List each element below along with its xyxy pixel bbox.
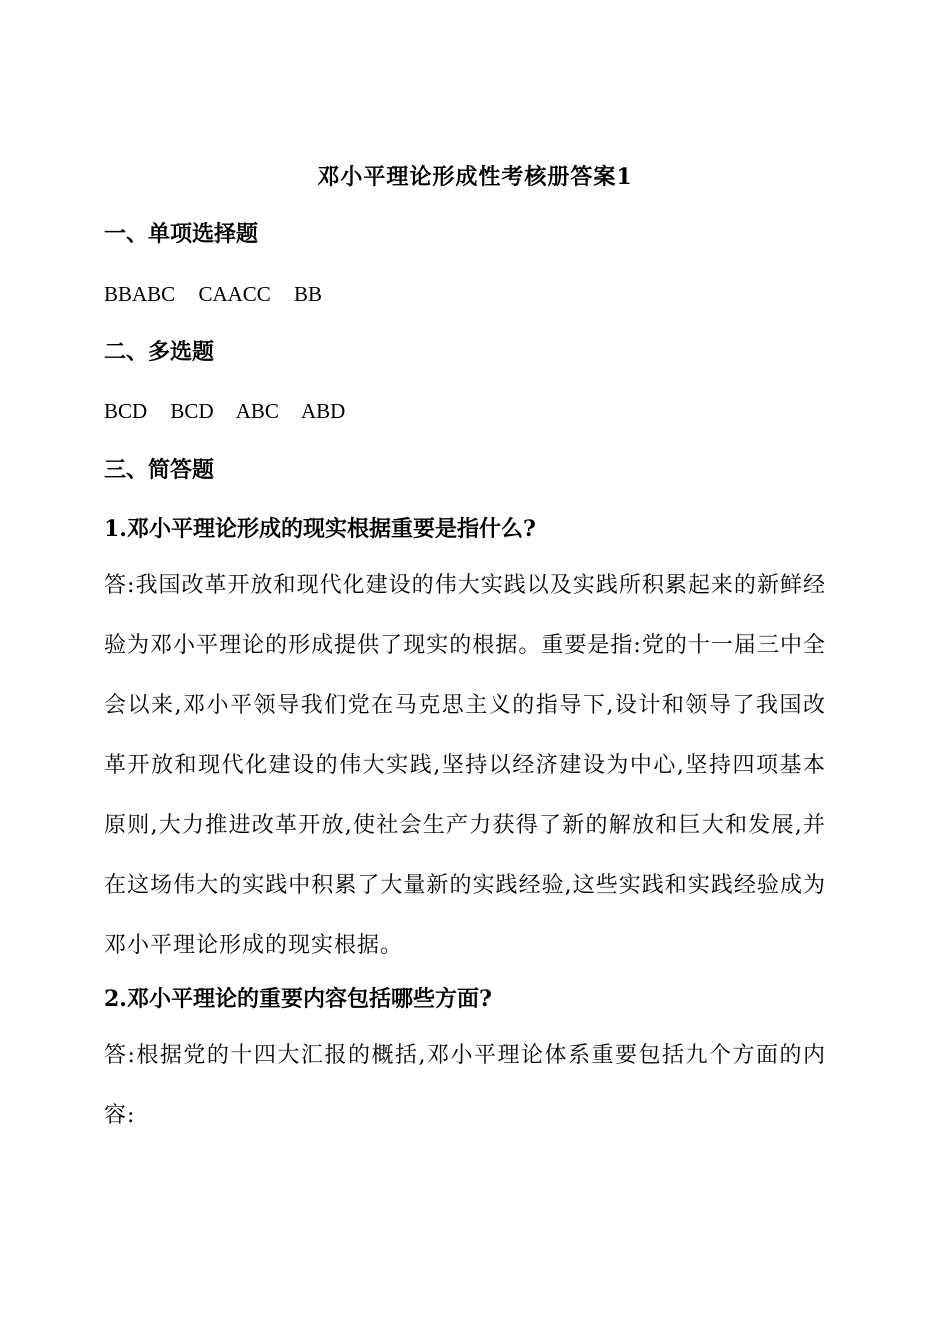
section-heading-multi-choice: 二、多选题 [104,339,215,365]
answer-1: 答:我国改革开放和现代化建设的伟大实践以及实践所积累起来的新鲜经验为邓小平理论的形成提供了现实的根据。重要是指:党的十一届三中全会以来,邓小平领导我们党在马克思主义的指导下,设计和领导了我国改革开放和现代化建设的伟大实践,坚持以经济建设为中心,坚持四项基本原则,大力推进改革开放,使社会生产力获得了新的解放和巨大和发展,并在这场伟大的实践中积累了大量新的实践经验,这些实践和实践经验成为邓小平理论形成的现实根据。 [104,573,826,958]
multi-choice-answers: BCD BCD ABC ABD [104,399,346,423]
document-title: 邓小平理论形成性考核册答案1 [317,164,633,190]
section-heading-single-choice: 一、单项选择题 [104,221,259,247]
question-2: 2.邓小平理论的重要内容包括哪些方面? [104,986,492,1012]
answer-2: 答:根据党的十四大汇报的概括,邓小平理论体系重要包括九个方面的内容: [104,1043,826,1128]
question-1: 1.邓小平理论形成的现实根据重要是指什么? [104,516,536,542]
single-choice-answers: BBABC CAACC BB [104,282,323,306]
section-heading-short-answer: 三、简答题 [104,457,215,483]
